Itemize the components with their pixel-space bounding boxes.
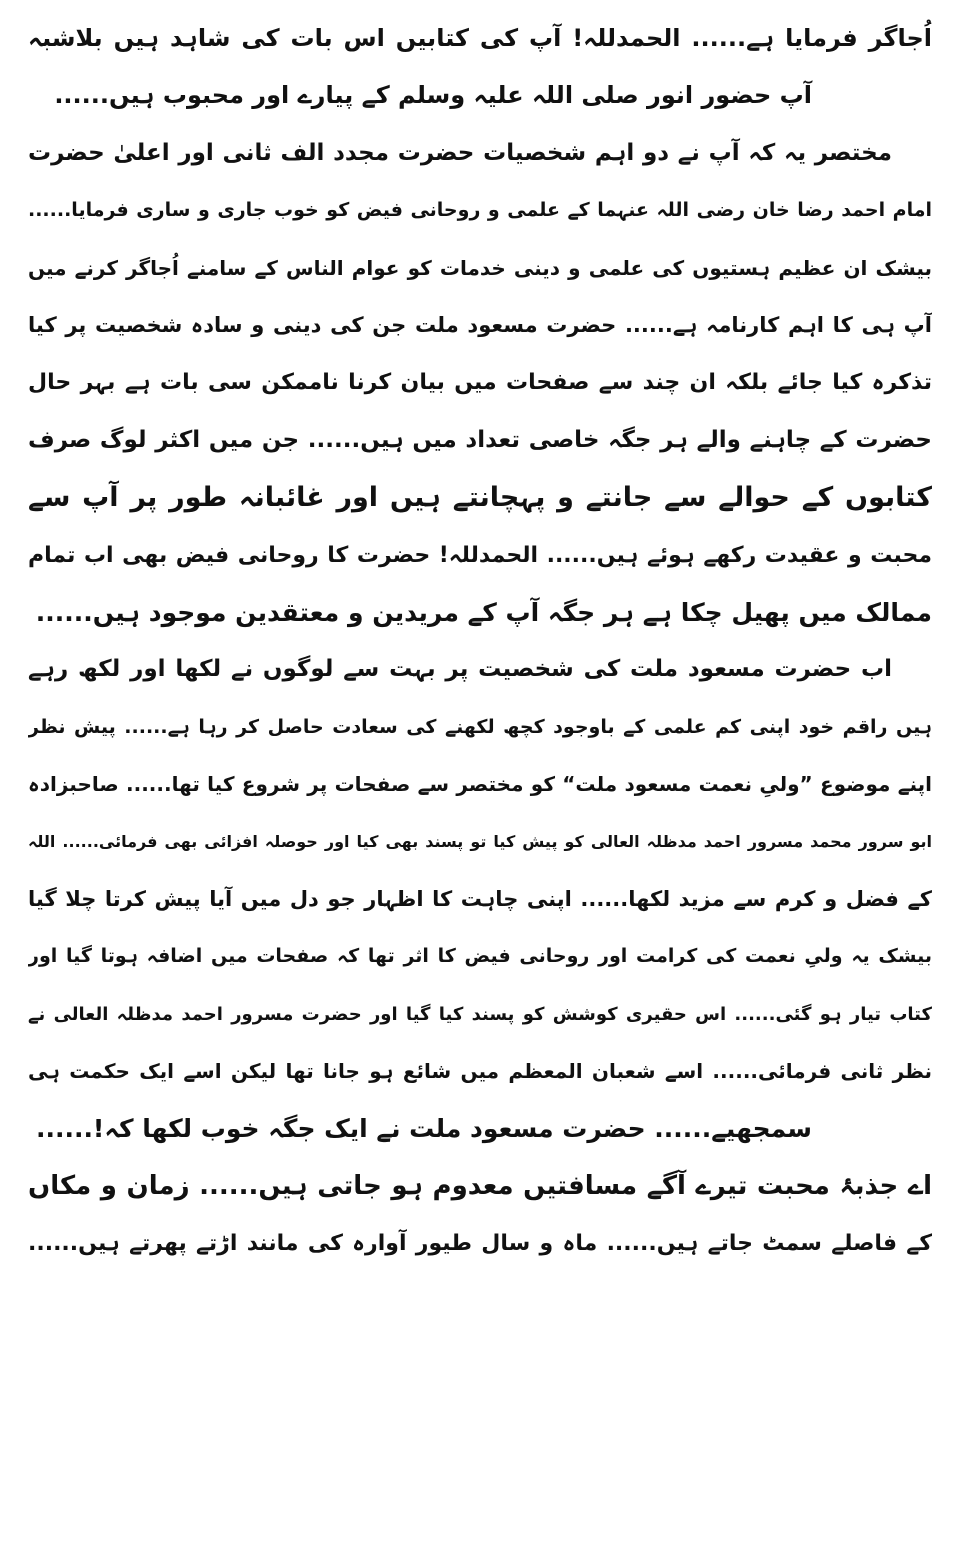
urdu-text-body (28, 10, 932, 1273)
text-line-2: آپ حضور انور صلی اللہ علیہ وسلم کے پیارے اور محبوب ہیں...... (54, 81, 812, 110)
text-line-1: اُجاگر فرمایا ہے...... الحمدللہ! آپ کی کتابیں اس بات کی شاہد ہیں بلاشبہ (28, 24, 932, 52)
text-line-12: اب حضرت مسعود ملت کی شخصیت پر بہت سے لوگوں نے لکھا اور لکھ رہے (28, 656, 892, 683)
text-line-20: سمجھیے...... حضرت مسعود ملت نے ایک جگہ خوب لکھا کہ!...... (35, 1114, 812, 1144)
text-line-8: حضرت کے چاہنے والے ہر جگہ خاصی تعداد میں ہیں...... جن میں اکثر لوگ صرف (28, 426, 932, 453)
text-line-14: اپنے موضوع ”ولیِ نعمت مسعود ملت“ کو مختصر سے صفحات پر شروع کیا تھا...... صاحبزادہ (28, 772, 932, 797)
text-line-4: امام احمد رضا خان رضی اللہ عنہما کے علمی و روحانی فیض کو خوب جاری و ساری فرمایا...... (28, 199, 932, 222)
text-line-11: ممالک میں پھیل چکا ہے ہر جگہ آپ کے مریدین و معتقدین موجود ہیں...... (35, 597, 932, 627)
text-line-3: مختصر یہ کہ آپ نے دو اہم شخصیات حضرت مجدد الف ثانی اور اعلیٰ حضرت (28, 139, 892, 166)
text-line-18: کتاب تیار ہو گئی...... اس حقیری کوشش کو پسند کیا گیا اور حضرت مسرور احمد مدظلہ العالی نے (28, 1003, 932, 1025)
text-line-16: کے فضل و کرم سے مزید لکھا...... اپنی چاہت کا اظہار جو دل میں آیا پیش کرتا چلا گیا (28, 886, 932, 911)
text-line-15: ابو سرور محمد مسرور احمد مدظلہ العالی کو پیش کیا تو پسند بھی کیا اور حوصلہ افزائی بھی فرمائی...... اللہ (28, 832, 932, 852)
text-line-21: اے جذبۂ محبت تیرے آگے مسافتیں معدوم ہو جاتی ہیں...... زمان و مکاں (28, 1170, 932, 1201)
text-line-7: تذکرہ کیا جائے بلکہ ان چند سے صفحات میں بیان کرنا ناممکن سی بات ہے بہر حال (28, 370, 932, 396)
text-line-17: بیشک یہ ولیِ نعمت کی کرامت اور روحانی فیض کا اثر تھا کہ صفحات میں اضافہ ہوتا گیا اور (28, 945, 932, 968)
text-line-13: ہیں راقم خود اپنی کم علمی کے باوجود کچھ لکھنے کی سعادت حاصل کر رہا ہے...... پیش نظر (28, 715, 932, 738)
text-line-19: نظر ثانی فرمائی...... اسے شعبان المعظم میں شائع ہو جانا تھا لیکن اسے ایک حکمت ہی (28, 1059, 932, 1084)
text-line-10: محبت و عقیدت رکھے ہوئے ہیں...... الحمدللہ! حضرت کا روحانی فیض بھی اب تمام (28, 542, 932, 568)
text-line-22: کے فاصلے سمٹ جاتے ہیں...... ماہ و سال طیور آوارہ کی مانند اڑتے پھرتے ہیں...... (28, 1231, 932, 1257)
text-line-5: بیشک ان عظیم ہستیوں کی علمی و دینی خدمات کو عوام الناس کے سامنے اُجاگر کرنے میں (28, 255, 932, 280)
text-line-6: آپ ہی کا اہم کارنامہ ہے...... حضرت مسعود ملت جن کی دینی و سادہ شخصیت پر کیا (28, 312, 932, 337)
text-line-9: کتابوں کے حوالے سے جانتے و پہچانتے ہیں اور غائبانہ طور پر آپ سے (28, 482, 932, 514)
